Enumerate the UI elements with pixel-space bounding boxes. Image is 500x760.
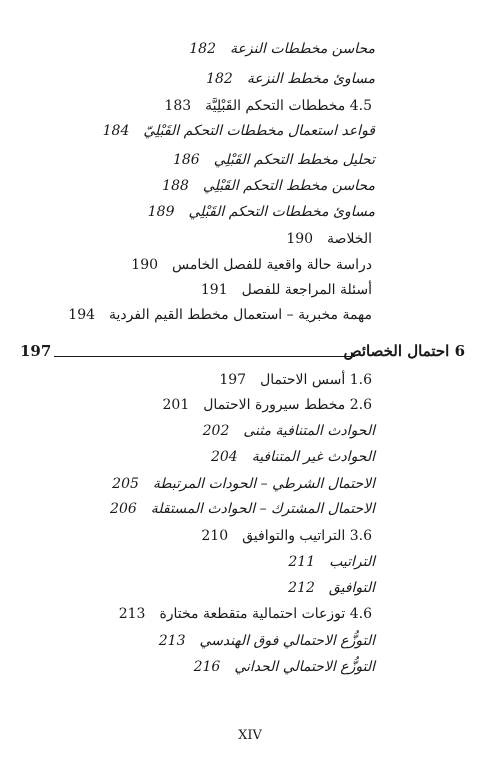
toc-entry-title: 2.6 مخطط سيرورة الاحتمال xyxy=(203,397,372,413)
toc-entry xyxy=(194,658,375,676)
toc-entry-page: 212 xyxy=(288,580,315,596)
toc-entry xyxy=(148,203,375,221)
toc-entry-page: 186 xyxy=(172,152,200,168)
toc-entry xyxy=(119,605,372,623)
toc-entry-title: الاحتمال المشترك – الحوادث المستقلة xyxy=(150,501,375,517)
toc-entry-page: 197 xyxy=(219,372,247,388)
leader-rule xyxy=(54,356,355,357)
toc-entry xyxy=(206,70,375,88)
toc-entry xyxy=(189,40,375,58)
toc-entry-title: الحوادث غير المتنافية xyxy=(251,449,375,465)
toc-entry-page: 213 xyxy=(118,606,146,622)
toc-entry-title: مساوئ مخطط النزعة xyxy=(246,71,375,87)
toc-entry-title: أسئلة المراجعة للفصل xyxy=(241,282,372,298)
page-number: XIV xyxy=(238,728,262,743)
toc-entry-page: 189 xyxy=(147,204,175,220)
toc-entry-page: 210 xyxy=(201,528,229,544)
toc-entry xyxy=(201,527,372,545)
toc-entry-title: الاحتمال الشرطي – الحودات المرتبطة xyxy=(152,476,375,492)
toc-entry-title: الحوادث المتنافية مثنى xyxy=(243,423,375,439)
toc-entry-page: 194 xyxy=(68,307,96,323)
toc-entry xyxy=(211,448,375,466)
toc-entry-title: 4.6 توزعات احتمالية متقطعة مختارة xyxy=(159,606,372,622)
toc-entry-title: تحليل مخطط التحكم القَبْلِي xyxy=(213,152,375,168)
toc-entry-page: 182 xyxy=(189,41,216,57)
toc-entry-title: 1.6 أسس الاحتمال xyxy=(260,372,372,388)
toc-entry-page: 213 xyxy=(158,633,186,649)
toc-entry xyxy=(286,230,372,248)
toc-entry-page: 184 xyxy=(102,123,130,139)
toc-entry xyxy=(162,177,375,195)
toc-entry xyxy=(112,475,375,493)
toc-entry-page: 191 xyxy=(200,282,228,298)
toc-entry-page: 183 xyxy=(164,98,192,114)
chapter-title: 6 احتمال الخصائص xyxy=(343,342,465,360)
toc-entry-page: 204 xyxy=(210,449,238,465)
toc-entry-title: مهمة مخبرية – استعمال مخطط القيم الفردية xyxy=(109,307,372,323)
toc-entry-page: 190 xyxy=(286,231,314,247)
toc-entry-page: 205 xyxy=(112,476,139,492)
toc-entry-page: 211 xyxy=(288,554,316,570)
toc-entry xyxy=(288,553,375,571)
toc-entry-page: 202 xyxy=(202,423,230,439)
toc-entry-page: 190 xyxy=(131,257,159,273)
chapter-page: 197 xyxy=(20,342,52,360)
toc-entry-page: 206 xyxy=(110,501,137,517)
toc-entry-title: دراسة حالة واقعية للفصل الخامس xyxy=(172,257,372,273)
toc-entry-title: التوافيق xyxy=(328,580,375,596)
toc-entry-title: 3.6 التراتيب والتوافيق xyxy=(242,528,372,544)
toc-entry xyxy=(203,422,375,440)
toc-entry-title: مساوئ مخططات التحكم القَبْلِي xyxy=(188,204,375,220)
toc-entry xyxy=(201,281,372,299)
toc-entry xyxy=(68,306,372,324)
toc-entry-title: 4.5 مخططات التحكم القَبْلِيَّة xyxy=(205,98,372,114)
toc-entry-page: 182 xyxy=(206,71,233,87)
toc-entry-title: التوزُّع الاحتمالي فوق الهندسي xyxy=(199,633,375,649)
toc-entry-page: 188 xyxy=(162,178,189,194)
toc-entry xyxy=(288,579,375,597)
toc-entry xyxy=(103,122,375,140)
toc-entry xyxy=(173,151,375,169)
chapter-heading xyxy=(20,342,465,364)
toc-entry-page: 201 xyxy=(162,397,190,413)
toc-entry-title: التوزُّع الاحتمالي الحداني xyxy=(234,659,375,675)
toc-entry-title: التراتيب xyxy=(329,554,375,570)
toc-entry xyxy=(110,500,375,518)
toc-entry xyxy=(163,396,372,414)
toc-entry-title: الخلاصة xyxy=(327,231,372,247)
toc-entry xyxy=(219,371,372,389)
toc-entry-title: محاسن مخطط التحكم القَبْلِي xyxy=(202,178,375,194)
toc-entry-page: 216 xyxy=(193,659,221,675)
toc-entry-title: قواعد استعمال مخططات التحكم القَبْلِيّ xyxy=(143,123,375,139)
toc-entry xyxy=(131,256,372,274)
toc-entry-title: محاسن مخططات النزعة xyxy=(229,41,375,57)
toc-entry xyxy=(159,632,375,650)
toc-entry xyxy=(164,97,372,115)
